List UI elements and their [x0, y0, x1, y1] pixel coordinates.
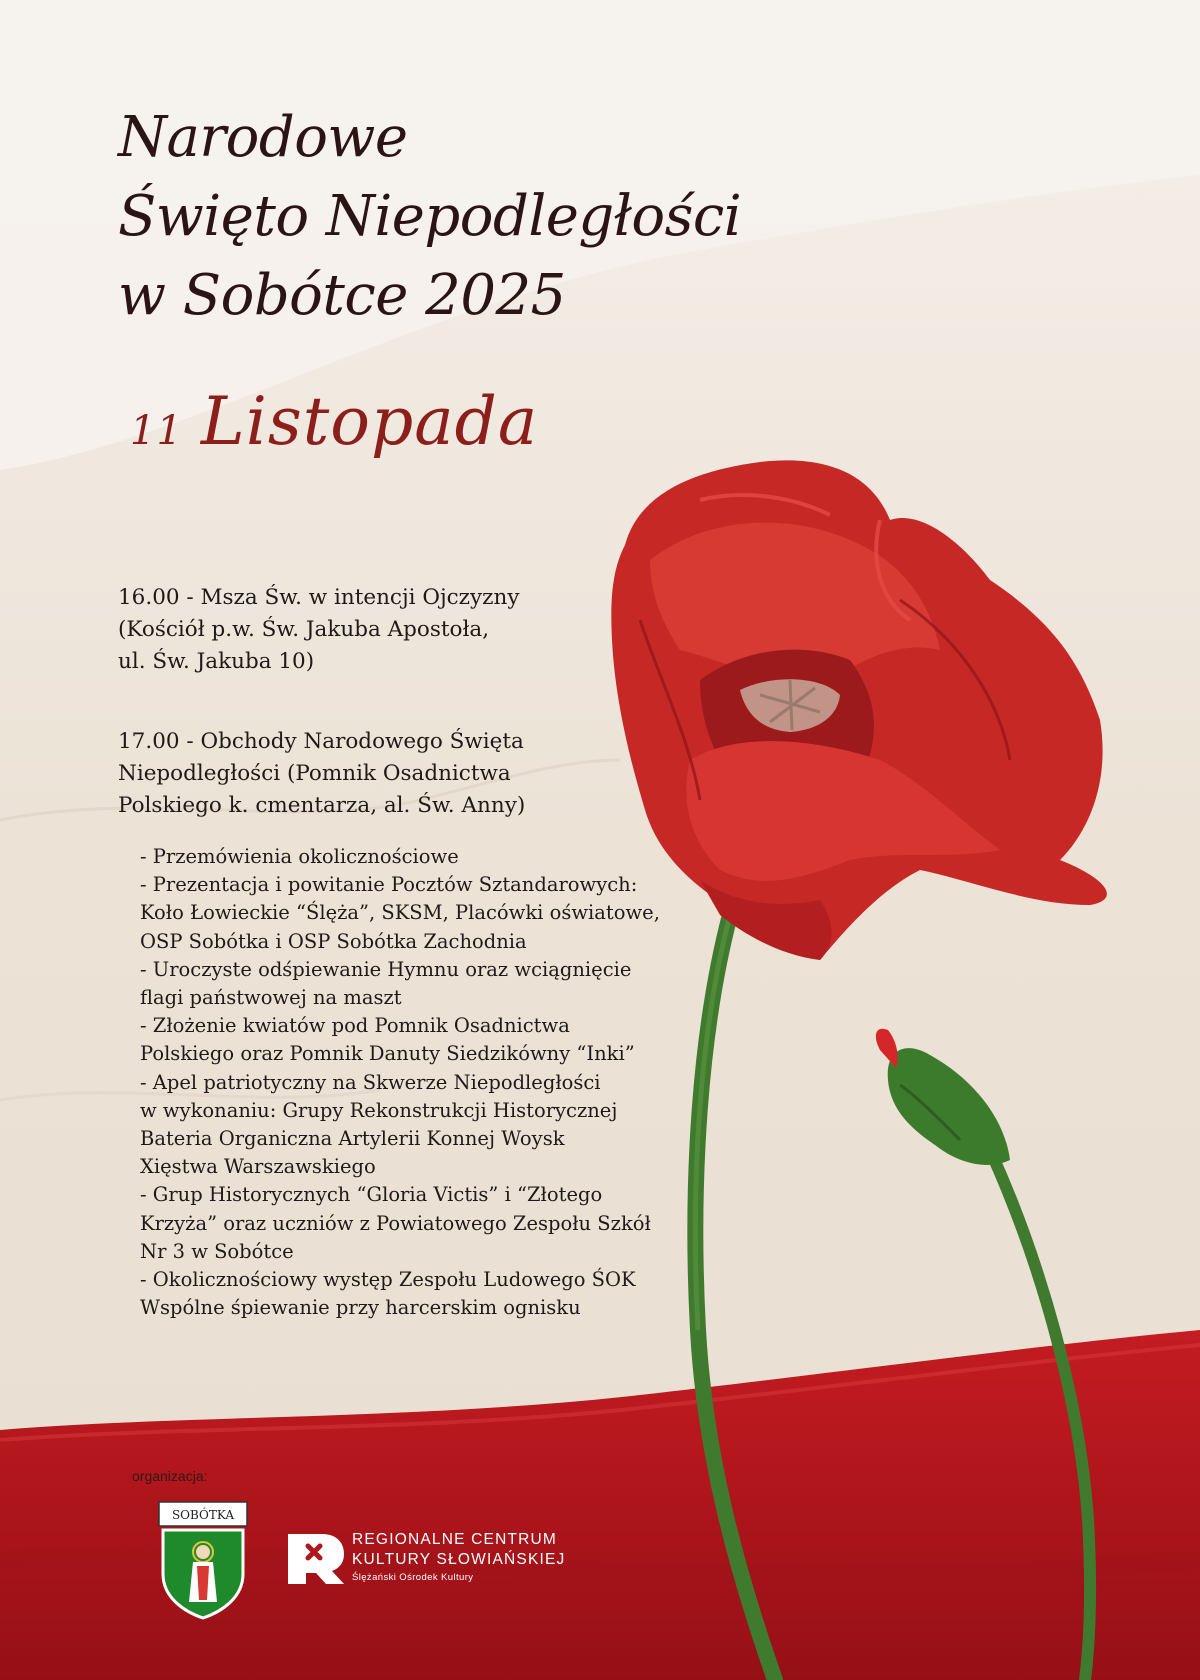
program-line: flagi państwowej na maszt	[140, 986, 402, 1010]
rck-subtitle: Ślężański Ośrodek Kultury	[352, 1572, 474, 1583]
rck-organizer	[352, 1530, 566, 1586]
title-line: w Sobótce 2025	[118, 263, 566, 328]
event-line: (Kościół p.w. Św. Jakuba Apostoła,	[118, 617, 490, 642]
program-line: Bateria Organiczna Artylerii Konnej Woysk	[140, 1127, 565, 1151]
program-line: - Prezentacja i powitanie Pocztów Sztandarowych:	[140, 873, 638, 897]
sobotka-coat-of-arms	[157, 1500, 249, 1620]
program-list	[140, 843, 660, 1322]
event-mass	[118, 582, 519, 678]
event-line: 16.00 - Msza Św. w intencji Ojczyzny	[118, 585, 520, 610]
program-line: Xięstwa Warszawskiego	[140, 1155, 376, 1179]
program-line: - Grup Historycznych “Gloria Victis” i “Złotego	[140, 1183, 603, 1207]
title-line: Święto Niepodległości	[118, 184, 742, 249]
coat-banner-text: SOBÓTKA	[171, 1508, 235, 1522]
program-line: - Okolicznościowy występ Zespołu Ludowego ŚOK	[140, 1268, 636, 1292]
program-line: w wykonaniu: Grupy Rekonstrukcji Historycznej	[140, 1098, 618, 1122]
poppy-bud-illustration	[876, 1029, 1010, 1165]
program-line: Wspólne śpiewanie przy harcerskim ognisku	[140, 1296, 581, 1320]
program-line: Koło Łowieckie “Ślęża”, SKSM, Placówki oświatowe,	[140, 901, 660, 925]
program-line: - Uroczyste odśpiewanie Hymnu oraz wciągnięcie	[140, 957, 632, 981]
date-day: 11	[130, 408, 183, 454]
event-ceremony	[118, 726, 525, 822]
organizers-label: organizacja:	[132, 1468, 208, 1484]
program-line: - Apel patriotyczny na Skwerze Niepodległości	[140, 1070, 601, 1094]
poster-title	[118, 98, 741, 335]
program-line: - Przemówienia okolicznościowe	[140, 845, 459, 868]
rck-logo-icon	[286, 1532, 346, 1586]
date-month: Listopada	[200, 383, 539, 460]
program-line: - Złożenie kwiatów pod Pomnik Osadnictwa	[140, 1014, 570, 1038]
event-line: ul. Św. Jakuba 10)	[118, 649, 315, 674]
event-line: 17.00 - Obchody Narodowego Święta	[118, 729, 524, 754]
program-line: Krzyża” oraz uczniów z Powiatowego Zespołu Szkół	[140, 1211, 651, 1235]
event-line: Polskiego k. cmentarza, al. Św. Anny)	[118, 793, 526, 818]
event-date	[130, 382, 538, 471]
title-line: Narodowe	[118, 105, 408, 170]
program-line: Nr 3 w Sobótce	[140, 1239, 294, 1263]
rck-name-line1: REGIONALNE CENTRUM	[352, 1531, 558, 1548]
poppy-flower-head	[611, 460, 1107, 960]
program-line: Polskiego oraz Pomnik Danuty Siedzikówny “Inki”	[140, 1042, 635, 1066]
event-line: Niepodległości (Pomnik Osadnictwa	[118, 761, 511, 786]
rck-name-line2: KULTURY SŁOWIAŃSKIEJ	[352, 1551, 566, 1568]
program-line: OSP Sobótka i OSP Sobótka Zachodnia	[140, 929, 527, 953]
